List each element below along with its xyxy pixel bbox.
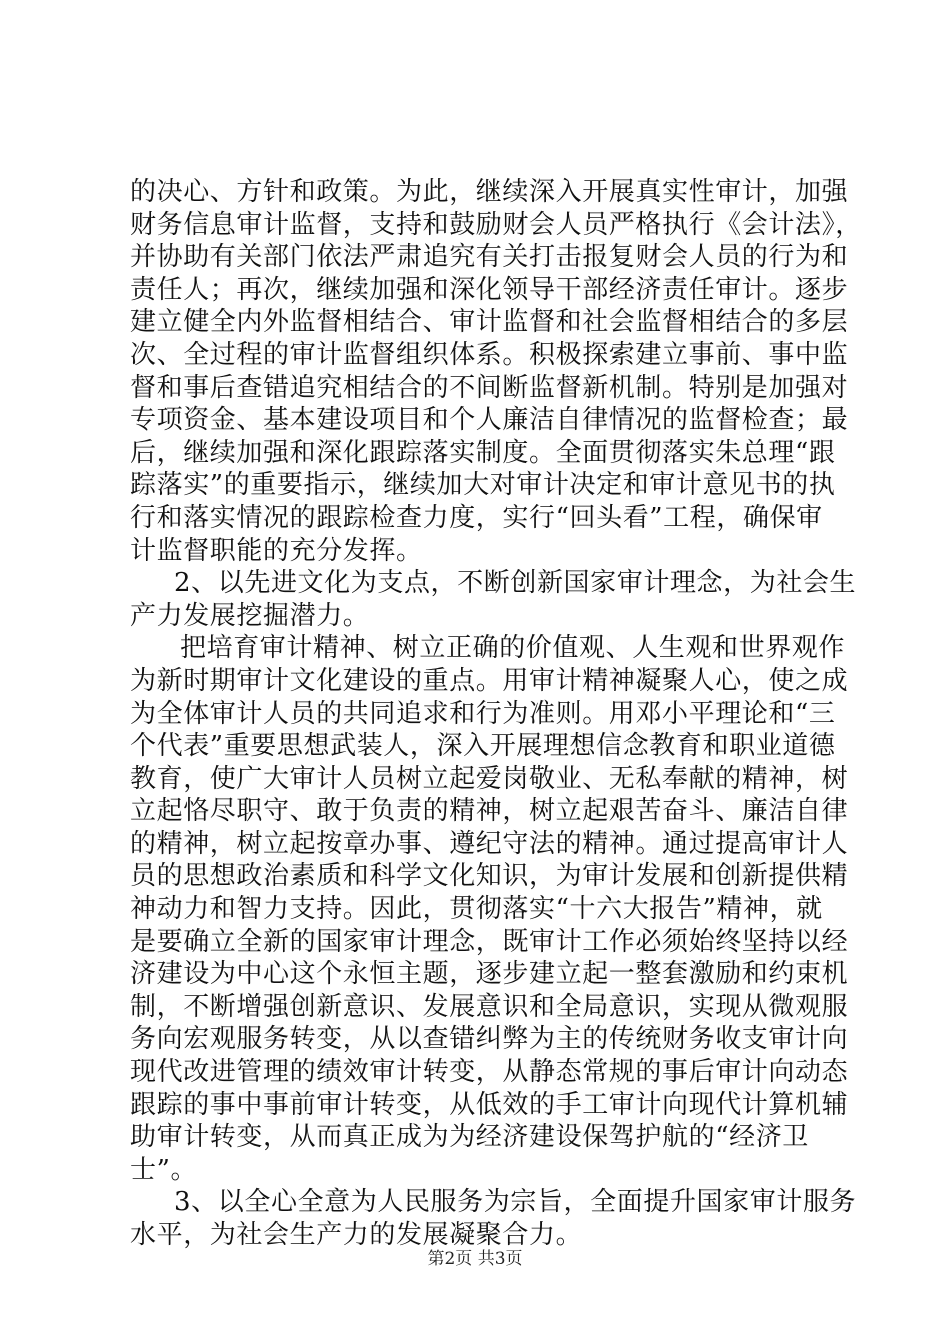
text-line: 现代改进管理的绩效审计转变，从静态常规的事后审计向动态	[130, 1057, 849, 1088]
text-line: 水平，为社会生产力的发展凝聚合力。	[130, 1220, 583, 1250]
text-line: 产力发展挖掘潜力。	[130, 600, 370, 631]
text-line: 助审计转变，从而真正成为为经济建设保驾护航的“经济卫	[130, 1122, 809, 1153]
text-line: 并协助有关部门依法严肃追究有关打击报复财会人员的行为和	[130, 242, 849, 273]
text-line: 为新时期审计文化建设的重点。用审计精神凝聚人心，使之成	[130, 665, 849, 696]
text-line: 计监督职能的充分发挥。	[130, 535, 423, 566]
text-line: 督和事后查错追究相结合的不间断监督新机制。特别是加强对	[130, 372, 849, 403]
page-number-footer: 第2页 共3页	[427, 1249, 523, 1269]
text-line: 立起恪尽职守、敢于负责的精神，树立起艰苦奋斗、廉洁自律	[130, 796, 849, 827]
text-line: 教育，使广大审计人员树立起爱岗敬业、无私奉献的精神，树	[130, 763, 849, 794]
section-heading-2: 2、以先进文化为支点，不断创新国家审计理念，为社会生	[174, 568, 857, 599]
paragraph-start: 把培育审计精神、树立正确的价值观、人生观和世界观作	[180, 633, 846, 664]
section-heading-3: 3、以全心全意为人民服务为宗旨，全面提升国家审计服务	[174, 1187, 857, 1218]
text-line: 员的思想政治素质和科学文化知识，为审计发展和创新提供精	[130, 861, 849, 892]
text-line: 后，继续加强和深化跟踪落实制度。全面贯彻落实朱总理“跟	[130, 437, 836, 468]
text-line: 个代表”重要思想武装人，深入开展理想信念教育和职业道德	[130, 731, 836, 762]
text-line: 踪落实”的重要指示，继续加大对审计决定和审计意见书的执	[130, 470, 836, 501]
text-line: 责任人；再次，继续加强和深化领导干部经济责任审计。逐步	[130, 274, 849, 305]
text-line: 专项资金、基本建设项目和个人廉洁自律情况的监督检查；最	[130, 405, 849, 436]
text-line: 的精神，树立起按章办事、遵纪守法的精神。通过提高审计人	[130, 828, 849, 859]
text-line: 的决心、方针和政策。为此，继续深入开展真实性审计，加强	[130, 177, 849, 207]
text-line: 财务信息审计监督，支持和鼓励财会人员严格执行《会计法》，	[130, 209, 862, 240]
text-line: 士”。	[130, 1154, 198, 1185]
text-line: 制，不断增强创新意识、发展意识和全局意识，实现从微观服	[130, 991, 849, 1022]
text-line: 神动力和智力支持。因此，贯彻落实“十六大报告”精神，就	[130, 894, 823, 925]
text-line: 行和落实情况的跟踪检查力度，实行“回头看”工程，确保审	[130, 502, 823, 533]
text-line: 济建设为中心这个永恒主题，逐步建立起一整套激励和约束机	[130, 959, 849, 990]
text-line: 是要确立全新的国家审计理念，既审计工作必须始终坚持以经	[130, 926, 849, 957]
text-line: 为全体审计人员的共同追求和行为准则。用邓小平理论和“三	[130, 698, 836, 729]
text-line: 务向宏观服务转变，从以查错纠弊为主的传统财务收支审计向	[130, 1024, 849, 1055]
text-line: 跟踪的事中事前审计转变，从低效的手工审计向现代计算机辅	[130, 1089, 849, 1120]
text-line: 建立健全内外监督相结合、审计监督和社会监督相结合的多层	[130, 307, 849, 338]
document-body	[130, 176, 862, 1252]
text-line: 次、全过程的审计监督组织体系。积极探索建立事前、事中监	[130, 339, 849, 370]
